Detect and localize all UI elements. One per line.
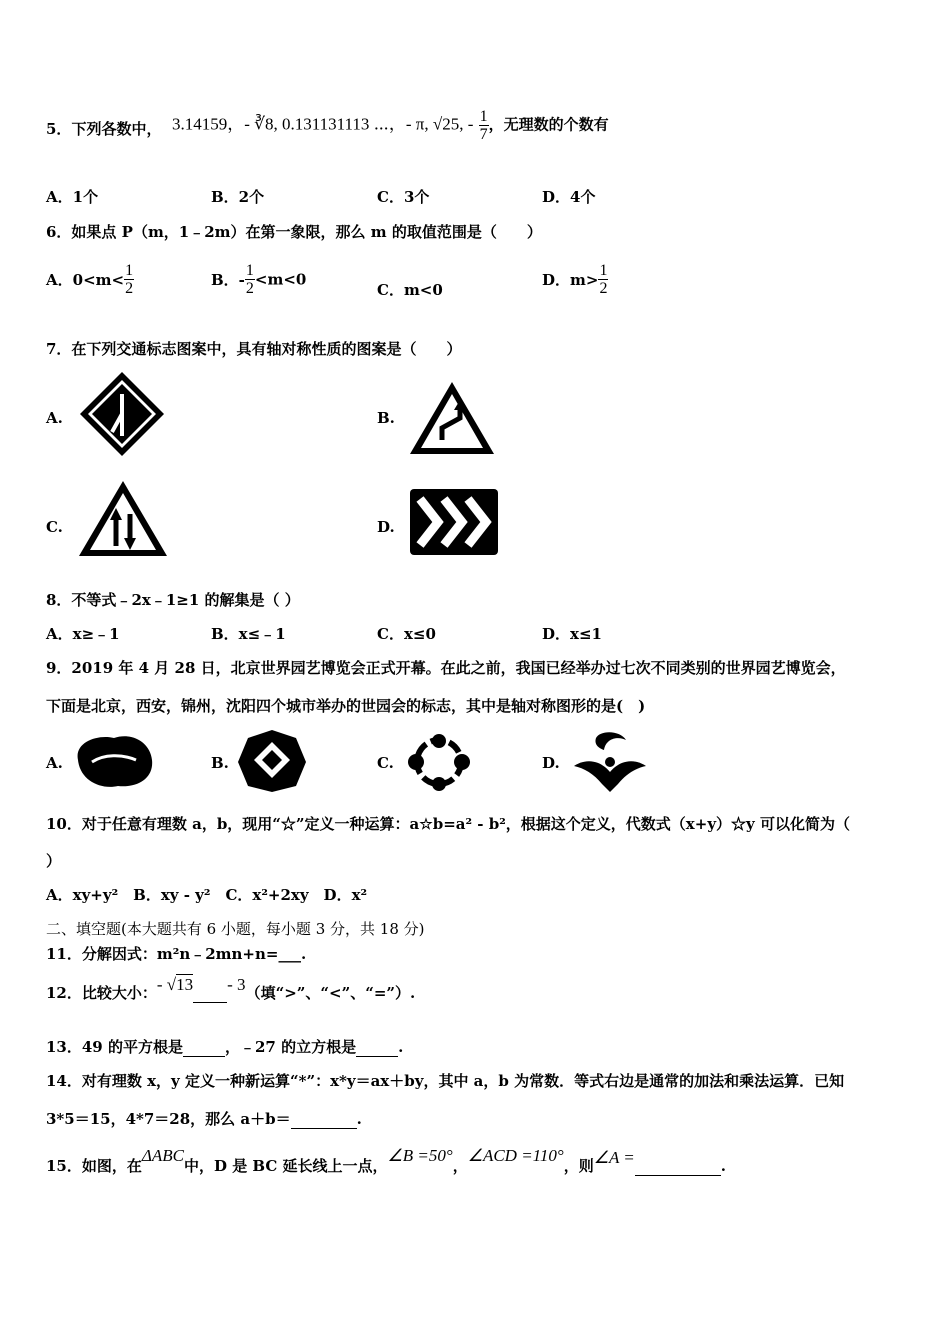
q15-sep: ， <box>452 1157 468 1175</box>
q15-answer-blank[interactable] <box>635 1159 721 1176</box>
q6-a-frac-num: 1 <box>125 262 134 279</box>
q7-label-b: B. <box>377 409 395 427</box>
q6-d-frac-num: 1 <box>599 262 608 279</box>
q6-a-frac <box>124 262 134 297</box>
q6-option-b <box>211 262 306 297</box>
q13-part-c: . <box>398 1038 404 1056</box>
q15-mid: 中，D 是 BC 延长线上一点， <box>183 1157 388 1175</box>
q13-line <box>46 1036 403 1057</box>
expo-logo-xian-icon <box>236 728 308 794</box>
q5-frac-num: 1 <box>479 108 488 125</box>
q5-number: 5． <box>46 120 72 138</box>
expo-logo-shenyang-icon <box>570 728 650 794</box>
q14-end: . <box>356 1110 362 1128</box>
q8-option-b: B．x≤﹣1 <box>211 625 286 643</box>
q12-line <box>46 975 416 1003</box>
q15-then: ，则 <box>563 1157 594 1175</box>
q9-label-a: A. <box>46 754 63 772</box>
q13-blank-1[interactable] <box>183 1040 225 1057</box>
q6-b-frac <box>245 262 255 297</box>
q12-neg: - <box>156 975 167 994</box>
q12-pre: 12．比较大小： <box>46 984 157 1002</box>
q5-option-b: B．2个 <box>211 188 265 206</box>
q6-option-d <box>542 262 608 297</box>
q11-stem: 11．分解因式：m²n﹣2mn+n=___. <box>46 945 307 963</box>
q6-d-text: D．m> <box>542 271 599 289</box>
q8-option-c: C．x≤0 <box>377 625 436 643</box>
q13-part-a: 13．49 的平方根是 <box>46 1038 183 1056</box>
q12-radicand: 13 <box>176 975 194 994</box>
q5-fraction <box>479 108 489 143</box>
q15-angle-a: ∠A = <box>593 1148 635 1167</box>
q6-a-text: A．0<m< <box>46 271 125 289</box>
q6-option-a <box>46 262 134 297</box>
q12-sqrt-sign: √ <box>166 975 177 994</box>
traffic-sign-chevron-icon <box>408 487 500 557</box>
q5-option-c: C．3个 <box>377 188 430 206</box>
section2-heading: 二、填空题(本大题共有 6 小题，每小题 3 分，共 18 分) <box>46 920 425 938</box>
q7-label-c: C. <box>46 518 63 536</box>
q12-answer-blank[interactable] <box>193 1002 227 1003</box>
q7-stem: 7．在下列交通标志图案中，具有轴对称性质的图案是（ ） <box>46 340 462 358</box>
q6-d-frac-den: 2 <box>599 280 608 297</box>
q5-numbers: 3.14159，- ∛8, 0.131131113 ⋯，- π, √25, - <box>172 114 474 134</box>
q13-blank-2[interactable] <box>356 1040 398 1057</box>
traffic-sign-double-bend-icon <box>408 378 496 458</box>
q15-triangle: ΔABC <box>141 1146 184 1165</box>
q15-line <box>46 1146 727 1176</box>
q5-stem: 下列各数中， <box>71 120 162 138</box>
q6-b-frac-num: 1 <box>245 262 254 279</box>
q5-number-list <box>172 108 609 143</box>
q10-options: A．xy+y² B．xy - y² C．x²+2xy D．x² <box>46 886 368 904</box>
q7-label-a: A. <box>46 409 63 427</box>
q8-option-a: A．x≥﹣1 <box>46 625 120 643</box>
q5-option-d: D．4个 <box>542 188 596 206</box>
q6-option-c: C．m<0 <box>377 281 443 299</box>
q9-label-d: D. <box>542 754 560 772</box>
q5-tail: ，无理数的个数有 <box>488 115 609 134</box>
expo-logo-jinzhou-icon <box>402 732 476 792</box>
q6-a-frac-den: 2 <box>125 280 134 297</box>
q15-angle-b: ∠B =50° <box>387 1146 453 1165</box>
q12-mid: - 3 <box>227 975 246 994</box>
traffic-sign-merge-icon <box>78 370 166 458</box>
q7-label-d: D. <box>377 518 395 536</box>
expo-logo-beijing-icon <box>70 730 156 792</box>
q10-line1: 10．对于任意有理数 a，b，现用“☆”定义一种运算：a☆b=a² - b²，根据这个定义，代数式（x+y）☆y 可以化简为（ <box>46 815 850 833</box>
q15-end: . <box>720 1157 727 1175</box>
q9-line1: 9．2019 年 4 月 28 日，北京世界园艺博览会正式开幕。在此之前，我国已经举办过七次不同类别的世界园艺博览会， <box>46 659 846 677</box>
q9-line2: 下面是北京，西安，锦州，沈阳四个城市举办的世园会的标志，其中是轴对称图形的是( ) <box>46 697 646 715</box>
traffic-sign-two-way-icon <box>77 478 169 560</box>
q5-frac-den: 7 <box>479 126 488 143</box>
q6-b-frac-den: 2 <box>245 280 254 297</box>
q5-line <box>46 118 161 139</box>
q6-stem: 6．如果点 P（m，1﹣2m）在第一象限，那么 m 的取值范围是（ ） <box>46 223 542 241</box>
q15-pre: 15．如图，在 <box>46 1157 142 1175</box>
q15-angle-acd: ∠ACD =110° <box>467 1146 564 1165</box>
q14-line2 <box>46 1108 362 1129</box>
q5-option-a: A．1个 <box>46 188 99 206</box>
q10-line2: ） <box>46 852 62 870</box>
q8-option-d: D．x≤1 <box>542 625 602 643</box>
q6-d-frac <box>598 262 608 297</box>
q14-line1: 14．对有理数 x，y 定义一种新运算“*”：x*y＝ax＋by，其中 a，b 为常数．等式右边是通常的加法和乘法运算．已知 <box>46 1072 845 1090</box>
q12-tail: （填“>”、“<”、“=”）. <box>245 984 416 1002</box>
q6-b-pre: B．- <box>211 271 245 289</box>
q9-label-b: B. <box>211 754 229 772</box>
q14-answer-blank[interactable] <box>291 1112 357 1129</box>
q6-b-post: <m<0 <box>254 270 307 289</box>
q9-label-c: C. <box>377 754 394 772</box>
q13-part-b: ，﹣27 的立方根是 <box>224 1038 357 1056</box>
q8-stem: 8．不等式﹣2x﹣1≥1 的解集是（ ） <box>46 591 300 609</box>
q14-text: 3*5＝15，4*7＝28，那么 a＋b＝ <box>46 1110 291 1128</box>
